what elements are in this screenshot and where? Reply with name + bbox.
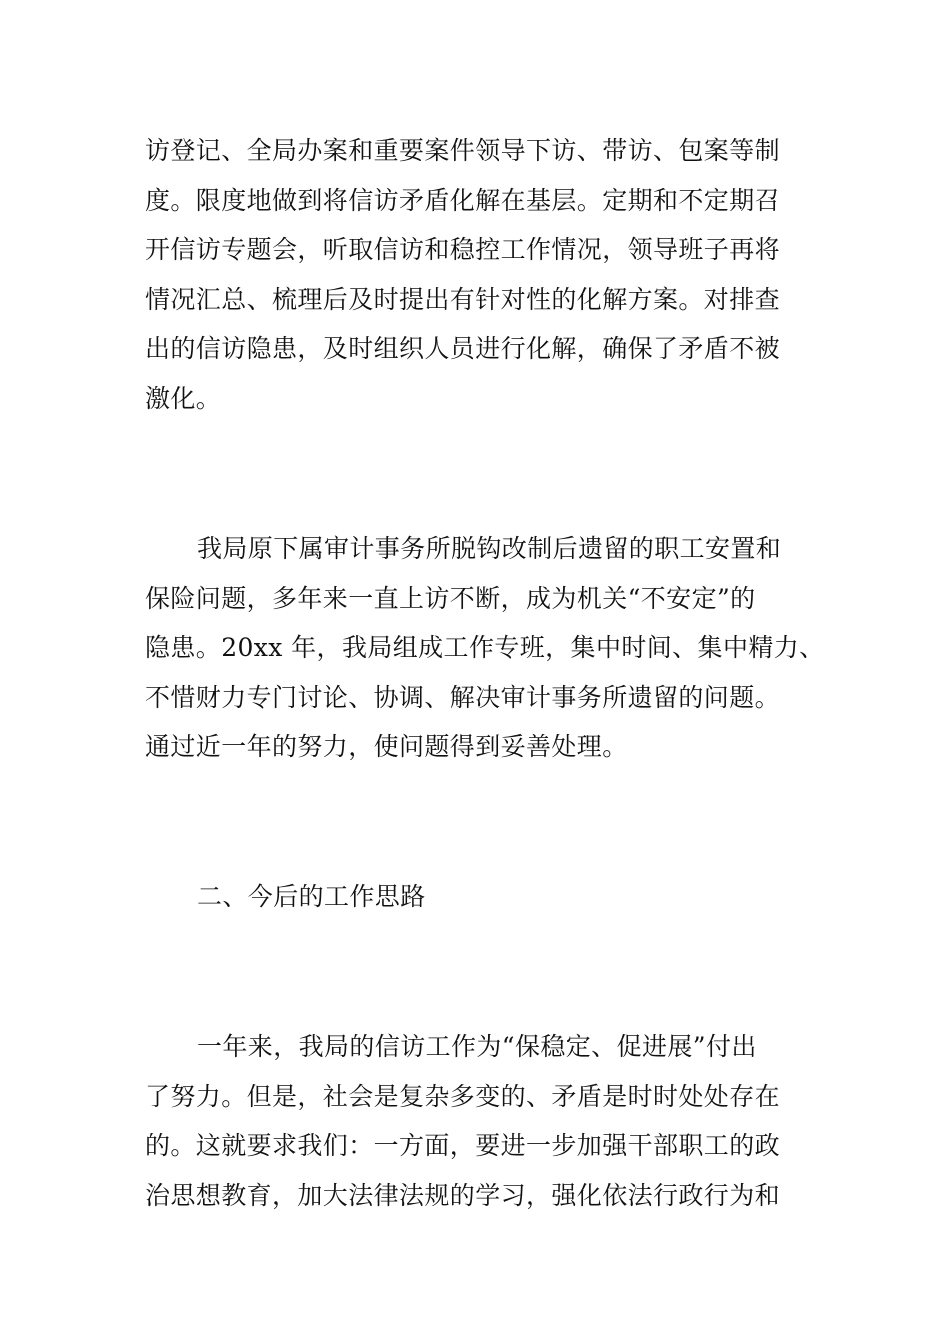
paragraph-audit-firm-issue <box>145 524 825 772</box>
text-line: 隐患。20xx 年，我局组成工作专班，集中时间、集中精力、 <box>145 633 825 663</box>
text-line: 治思想教育，加大法律法规的学习，强化依法行政行为和 <box>145 1180 781 1210</box>
text-line: 开信访专题会，听取信访和稳控工作情况，领导班子再将 <box>145 235 781 265</box>
text-line: 度。限度地做到将信访矛盾化解在基层。定期和不定期召 <box>145 185 781 215</box>
text-line: 访登记、全局办案和重要案件领导下访、带访、包案等制 <box>145 136 781 165</box>
text-line: 的。这就要求我们：一方面，要进一步加强干部职工的政 <box>145 1131 781 1161</box>
text-line: 情况汇总、梳理后及时提出有针对性的化解方案。对排查 <box>145 284 781 314</box>
text-line: 出的信访隐患，及时组织人员进行化解，确保了矛盾不被 <box>145 334 781 364</box>
section-heading-future-work <box>145 872 825 922</box>
text-line: 我局原下属审计事务所脱钩改制后遗留的职工安置和 <box>197 534 782 563</box>
text-line: 保险问题，多年来一直上访不断，成为机关“不安定”的 <box>145 583 756 613</box>
text-line: 通过近一年的努力，使问题得到妥善处理。 <box>145 732 628 762</box>
text-line: 激化。 <box>145 383 222 413</box>
paragraph-year-review <box>145 1022 825 1220</box>
paragraph-petition-system <box>145 126 825 424</box>
section-heading: 二、今后的工作思路 <box>197 882 426 911</box>
text-line: 一年来，我局的信访工作为“保稳定、促进展”付出 <box>197 1032 757 1061</box>
text-line: 了努力。但是，社会是复杂多变的、矛盾是时时处处存在 <box>145 1081 781 1111</box>
text-line: 不惜财力专门讨论、协调、解决审计事务所遗留的问题。 <box>145 682 781 712</box>
